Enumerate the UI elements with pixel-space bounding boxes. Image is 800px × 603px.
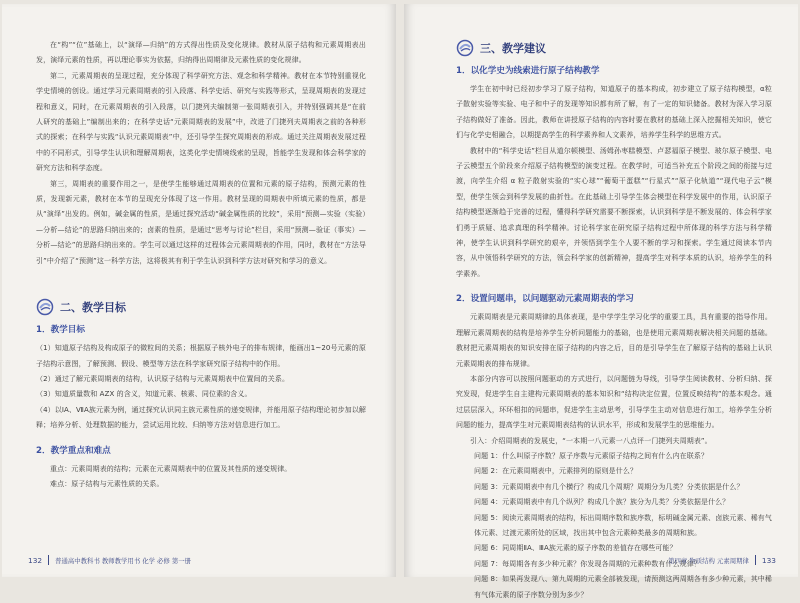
history-paragraph-1: 学生在初中时已经初步学习了原子结构，知道原子的基本构成，初步建立了原子结构模型，α粒子散射实验等实验、电子和中子的发现等知识都有所了解，有了一定的知识储备。教材为深入学习原子结构做好了准备。因此，教师在讲授原子结构的内容时要在教材的基础上深入挖掘相关知识，使它们与化学史相融合，以期提高学生的科学素养和人文素养，培养学生科学的思维方式。 — [456, 85, 772, 140]
right-footer — [668, 555, 776, 565]
key-points-title: 2．教学重点和难点 — [36, 445, 111, 456]
goal-item-1: （1）知道原子结构及构成原子的微粒间的关系；根据原子核外电子的排布规律，能画出1~20号元素的原子结构示意图，了解预测、假设、模型等方法在科学家研究原子结构中的作用。 — [36, 344, 366, 368]
history-paragraph-2: 教材中的“科学史话”栏目从道尔顿模型、汤姆孙枣糕模型、卢瑟福原子模型、玻尔原子模型、电子云模型五个阶段来介绍原子结构模型的演变过程。在教学时，可适当补充五个阶段之间的衔接与过渡，向学生介绍 α 粒子散射实验的“实心球”“葡萄干蛋糕”“行星式”“原子化轨道”“现代电子云”模型，使学生领会到科学发展的曲折性。在此基础上引导学生体会模型在科学发展中的作用，认识原子结构模型逐渐趋于完善的过程，懂得科学研究需要不断探索，认识到科学是不断发展的、体会科学家们勇于质疑、追求真理的科学精神。讨论科学家在研究原子结构过程中所体现的科学方法与科学精神，使学生认识到科学研究的艰辛，并领悟到学生个人要不断的学习和探索。学生通过阅读本节内容，从中领悟科学研究的方法，领会科学家的创新精神，提高学生对科学本质的认识，培养学生的科学素养。 — [456, 146, 772, 278]
section-3-heading — [456, 38, 772, 58]
question-6: 问题 6：同周期ⅡA、ⅢA族元素的原子序数的差值存在哪些可能？ — [474, 544, 677, 553]
left-page-number: 132 — [28, 555, 43, 565]
question-2: 问题 2：在元素周期表中，元素排列的原则是什么？ — [474, 467, 638, 476]
right-page — [404, 4, 798, 599]
book-title: 普通高中教科书 教师教学用书 化学 必修 第一册 — [55, 556, 192, 565]
key-point-2: 难点：原子结构与元素性质的关系。 — [50, 479, 164, 488]
periodic-table-paragraph-2: 本部分内容可以按照问题驱动的方式进行，以问题链为导线，引导学生阅读教材、分析归纳、探究发现，促进学生自主建构元素周期表的基本知识和“结构决定位置，位置反映结构”的基本观念。通过层层深入，环环相扣的问题串，促进学生主动思考，引导学生主动对信息进行加工，培养学生分析问题的能力，提高学生对元素周期表结构的认识水平，形成和发展学生的思维能力。 — [456, 374, 772, 430]
goal-item-3: （3）知道质量数和 AZX 的含义，知道元素、核素、同位素的含义。 — [36, 390, 252, 399]
goal-item-4: （4）以ⅠA、ⅦA族元素为例，通过探究认识同主族元素性质的递变规律，并能用原子结构理论初步加以解释；培养分析、处理数据的能力，尝试运用比较、归纳等方法对信息进行加工。 — [36, 405, 366, 430]
chapter-title: 第四章 物质结构 元素周期律 — [668, 556, 749, 565]
left-page — [2, 4, 396, 577]
question-8: 问题 8：如果再发现八、第九周期的元素全部被发现，请预测这两周期各有多少种元素，其中稀有气体元素的原子序数分别为多少？ — [474, 575, 772, 599]
right-page-number: 133 — [761, 555, 776, 565]
question-1: 问题 1：什么叫原子序数？原子序数与元素原子结构之间有什么内在联系？ — [474, 451, 709, 460]
section-2-title: 二、教学目标 — [60, 301, 126, 315]
periodic-table-paragraph-1: 元素周期表是元素周期律的具体表现，是中学学生学习化学的重要工具，具有重要的指导作用。理解元素周期表的结构是培养学生分析问题能力的基础，也是使用元素周期表解决相关问题的基础。教材把元素周期表的知识安排在原子结构的内容之后，目的是引导学生在了解原子结构的基础上认识元素周期表的排布规律。 — [456, 313, 772, 368]
left-column — [36, 38, 366, 492]
section-2-heading — [36, 297, 366, 317]
footer-divider — [755, 555, 756, 565]
intro-paragraph-2: 第二，元素周期表的呈现过程，充分体现了科学研究方法、观念和科学精神。教材在本节特别重视化学史情境的创设。通过学习元素周期表的引入段落、科学史话、研究与实践等形式，呈现周期表的发现过程和意义，同时，在元素周期表的引入段落，以门捷列夫编制第一张周期表引入，并特别强调其是“在前人研究的基础上”编制出来的；在科学史话“元素周期表的发展”中，改进了门捷列夫周期表之前的各种形式的探索；在科学与实践“认识元素周期表”中，还引导学生探究周期表的形成。通过关注周期表发展过程中的不同形式，引导学生认识和理解周期表，这类化学史情境线索的呈现，旨能学生发现和体会科学家的研究方法和科学态度。 — [36, 71, 366, 173]
right-column — [456, 38, 772, 603]
swirl-icon — [36, 298, 54, 316]
footer-divider — [48, 555, 49, 565]
goal-item-2: （2）通过了解元素周期表的结构，认识原子结构与元素周期表中位置间的关系。 — [36, 374, 290, 383]
question-7: 问题 7：每周期各有多少种元素？你发现各周期的元素种数有什么规律？ — [474, 559, 701, 568]
section-3-title: 三、教学建议 — [480, 42, 546, 55]
intro-paragraph-1: 在“构”“位”基础上，以“演绎—归纳”的方式得出性质及变化规律。教材从原子结构和元素周期表出发，演绎元素的性质，再以理论事实为依据，归纳得出周期律及元素性质的变化规律。 — [36, 41, 366, 65]
key-point-1: 重点：元素周期表的结构；元素在元素周期表中的位置及其性质的递变规律。 — [50, 464, 292, 473]
question-3: 问题 3：元素周期表中有几个横行？构成几个周期？周期分为几类？分类依据是什么？ — [474, 482, 744, 491]
swirl-icon — [456, 39, 474, 57]
teaching-goals-title: 1．教学目标 — [36, 325, 85, 336]
left-footer — [28, 555, 191, 565]
history-teaching-title: 1．以化学史为线索进行原子结构教学 — [456, 66, 600, 76]
question-5: 问题 5：阅读元素周期表的结构，标出周期序数和族序数，标明碱金属元素、卤族元素、稀有气体元素、过渡元素所处的区域，找出其中包含元素种类最多的周期和族。 — [474, 513, 772, 537]
lead-in: 引入：介绍周期表的发展史，“一本期一八元素一八点评一门捷列夫周期表”。 — [470, 436, 712, 445]
question-chain-title: 2．设置问题串，以问题驱动元素周期表的学习 — [456, 294, 634, 305]
intro-paragraph-3: 第三，周期表的重要作用之一，是使学生能够通过周期表的位置和元素的原子结构，预测元素的性质，发现新元素，教材在本节的呈现充分体现了这一作用。教材呈现的周期表中所填元素的性质，都是从“演绎”出发的。例如，碱金属的性质，是通过探究活动“碱金属性质的比较”，采用“预测—实验（实验）—分析—结论”的思路归纳出来的；卤素的性质，是通过“思考与讨论”栏目，采用“预测—验证（事实）—分析—结论”的思路归纳出来的。学生可以通过这样的过程体会元素周期表的作用，同时，教材在“方法导引”中介绍了“预测”这一科学方法，这将极其有利于学生认识到科学方法对研究和学习的意义。 — [36, 179, 366, 265]
question-4: 问题 4：元素周期表中有几个纵列？构成几个族？族分为几类？分类依据是什么？ — [474, 498, 730, 507]
